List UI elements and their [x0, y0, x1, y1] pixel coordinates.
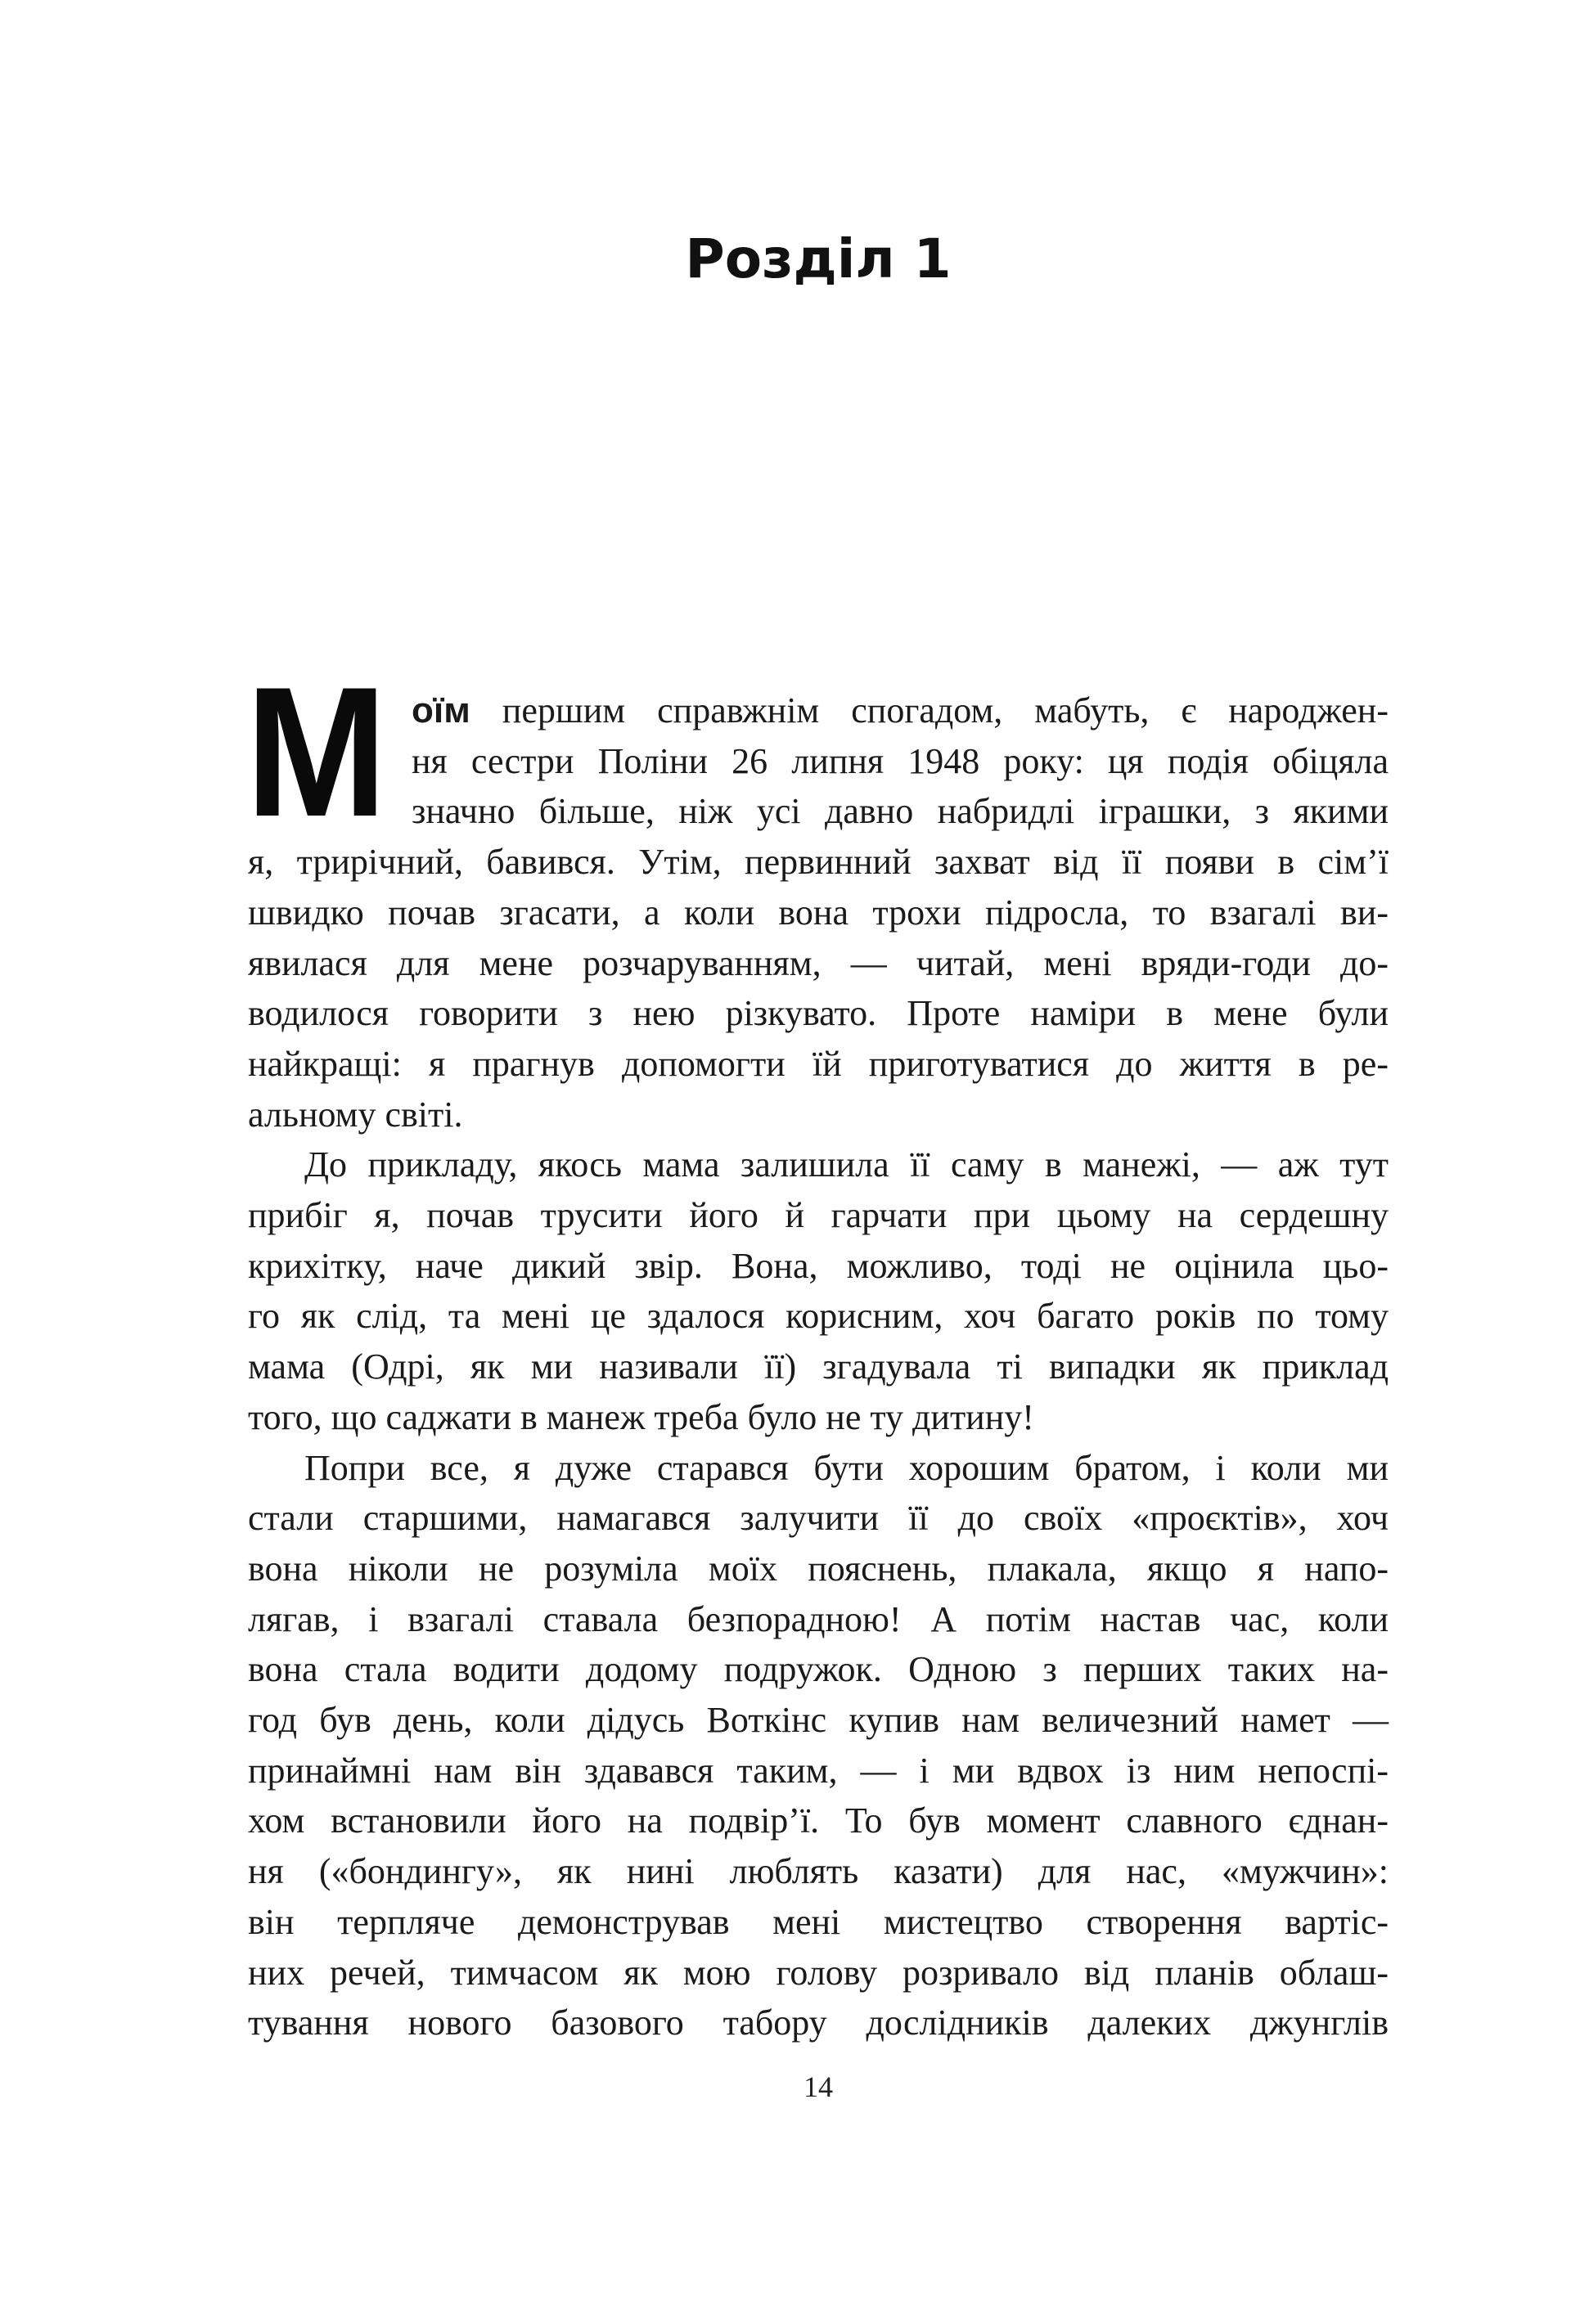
text-line: альному світі. — [248, 1094, 463, 1135]
text-line: явилася для мене розчаруванням, — читай, мені вряди-годи до- — [248, 942, 1389, 983]
text-line: тування нового базового табору дослідників далеких джунглів — [248, 2003, 1389, 2043]
text-line: вона ніколи не розуміла моїх пояснень, плакала, якщо я напо- — [248, 1548, 1389, 1589]
text-line: я, трирічний, бавився. Утім, первинний захват від її появи в сім’ї — [248, 842, 1389, 883]
chapter-title: Розділ 1 — [685, 227, 952, 290]
page-number: 14 — [804, 2070, 833, 2103]
text-line: мама (Одрі, як ми називали її) згадувала ті випадки як приклад — [248, 1346, 1389, 1387]
text-line: водилося говорити з нею різкувато. Проте наміри в мене були — [248, 993, 1389, 1034]
text-line: лягав, і взагалі ставала безпорадною! А потім настав час, коли — [248, 1598, 1389, 1639]
text-line: го як слід, та мені це здалося корисним, хоч багато років по тому — [248, 1296, 1389, 1337]
text-line: прибіг я, почав трусити його й гарчати при цьому на сердешну — [248, 1195, 1389, 1235]
text-line: швидко почав згасати, а коли вона трохи підросла, то взагалі ви- — [248, 892, 1389, 933]
text-line — [412, 686, 1389, 736]
text-line: стали старшими, намагався залучити її до своїх «проєктів», хоч — [248, 1498, 1389, 1539]
text-line: вона стала водити додому подружок. Одною з перших таких на- — [248, 1649, 1389, 1690]
lead-in-bold: оїм — [412, 690, 470, 730]
text-line: них речей, тимчасом як мою голову розривало від планів облаш- — [248, 1952, 1389, 1993]
text-line: принаймні нам він здавався таким, — і ми вдвох із ним непоспі- — [248, 1750, 1389, 1791]
text-line: найкращі: я прагнув допомогти їй приготуватися до життя в ре- — [248, 1043, 1389, 1084]
text-line: год був день, коли дідусь Воткінс купив нам величезний намет — — [248, 1700, 1389, 1740]
text-line: До прикладу, якось мама залишила її саму в манежі, — аж тут — [304, 1144, 1389, 1185]
text-line: значно більше, ніж усі давно набридлі іграшки, з якими — [412, 791, 1389, 832]
text-line: крихітку, наче дикий звір. Вона, можливо, тоді не оцінила цьо- — [248, 1245, 1389, 1286]
text-line: він терпляче демонстрував мені мистецтво створення вартіс- — [248, 1901, 1389, 1942]
text-line: Попри все, я дуже старався бути хорошим братом, і коли ми — [304, 1447, 1389, 1488]
line-text: першим справжнім спогадом, мабуть, є народжен- — [470, 690, 1389, 730]
text-line: ня сестри Поліни 26 липня 1948 року: ця подія обіцяла — [412, 740, 1389, 781]
text-line: хом встановили його на подвір’ї. То був момент славного єднан- — [248, 1800, 1389, 1841]
text-line: того, що саджати в манеж треба було не ту дитину! — [248, 1396, 1034, 1437]
drop-cap: М — [245, 648, 388, 855]
text-line: ня («бондингу», як нині люблять казати) для нас, «мужчин»: — [248, 1851, 1389, 1892]
